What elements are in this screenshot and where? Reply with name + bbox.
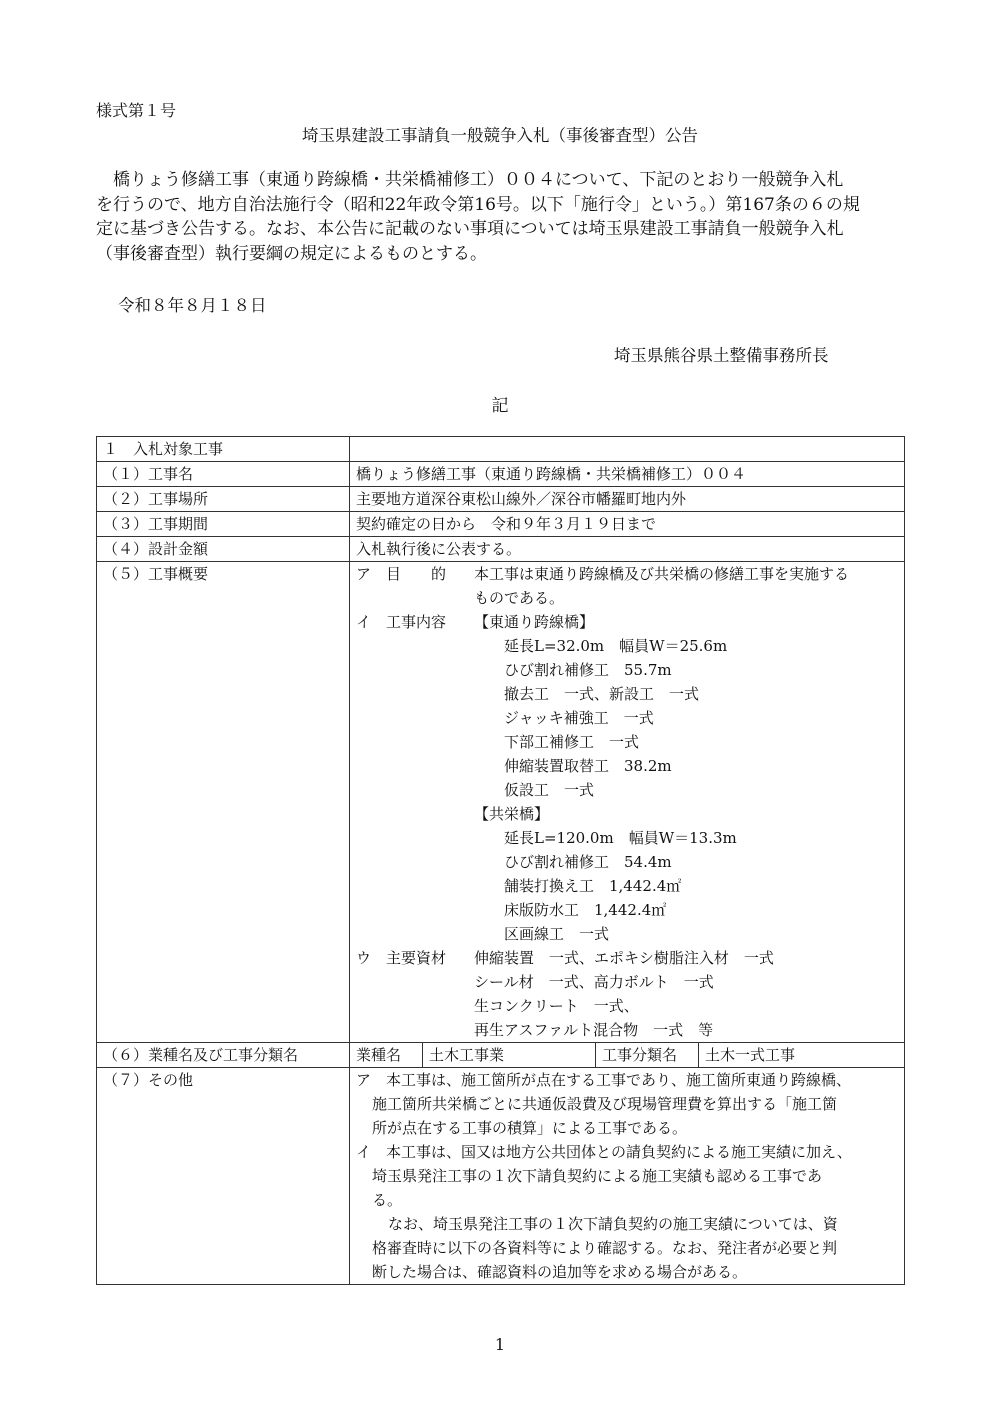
table-row [97, 437, 905, 462]
category-value [350, 1043, 905, 1068]
overview-row [97, 562, 905, 1043]
row-value: 契約確定の日から 令和９年３月１９日まで [350, 512, 905, 537]
class-key: 工事分類名 [596, 1043, 699, 1067]
intro-line: を行うので、地方自治法施行令（昭和22年政令第16号。以下「施行令」という。）第167条の６の規 [96, 194, 860, 215]
bridge1-item: 伸縮装置取替工 38.2m [504, 757, 672, 775]
table-row [97, 512, 905, 537]
notice-date: 令和８年８月１８日 [118, 296, 267, 315]
other-row [97, 1068, 905, 1285]
bridge1-title: 【東通り跨線橋】 [474, 613, 595, 631]
section-value [350, 437, 905, 462]
row-value: 入札執行後に公表する。 [350, 537, 905, 562]
materials-text: 生コンクリート 一式、 [474, 997, 639, 1015]
row-label: （６）業種名及び工事分類名 [97, 1043, 350, 1068]
bridge2-item: ひび割れ補修工 54.4m [504, 853, 672, 871]
purpose-key: ア 目 的 [356, 565, 447, 583]
intro-paragraph [96, 168, 908, 266]
table-row [97, 537, 905, 562]
issuer-name: 埼玉県熊谷県土整備事務所長 [614, 346, 829, 365]
row-label: （２）工事場所 [97, 487, 350, 512]
category-row [97, 1043, 905, 1068]
row-label: （７）その他 [97, 1068, 350, 1285]
tender-table [96, 436, 905, 1285]
note-a-cont: 所が点在する工事の積算」による工事である。 [372, 1119, 688, 1137]
materials-text: 伸縮装置 一式、エポキシ樹脂注入材 一式 [474, 949, 774, 967]
intro-line: （事後審査型）執行要綱の規定によるものとする。 [96, 243, 487, 264]
row-value: 主要地方道深谷東松山線外／深谷市幡羅町地内外 [350, 487, 905, 512]
note-a-cont: 施工箇所共栄橋ごとに共通仮設費及び現場管理費を算出する「施工箇 [372, 1095, 838, 1113]
class-value: 土木一式工事 [699, 1043, 905, 1067]
industry-value: 土木工事業 [423, 1043, 596, 1067]
purpose-text: ものである。 [474, 589, 565, 607]
intro-line: 橋りょう修繕工事（東通り跨線橋・共栄橋補修工）００４について、下記のとおり一般競争入札 [96, 170, 844, 190]
ki-heading: 記 [491, 396, 509, 416]
overview-value [350, 562, 905, 1043]
materials-text: シール材 一式、高力ボルト 一式 [474, 973, 714, 991]
other-value [350, 1068, 905, 1285]
content-key: イ 工事内容 [356, 613, 447, 631]
bridge1-item: 仮設工 一式 [504, 781, 595, 799]
bridge1-item: 下部工補修工 一式 [504, 733, 640, 751]
purpose-text: 本工事は東通り跨線橋及び共栄橋の修繕工事を実施する [474, 565, 850, 583]
bridge2-title: 【共栄橋】 [474, 805, 550, 823]
table-row [97, 487, 905, 512]
table-row [97, 462, 905, 487]
page-number: 1 [494, 1335, 506, 1354]
intro-line: 定に基づき公告する。なお、本公告に記載のない事項については埼玉県建設工事請負一般競争入札 [96, 219, 844, 239]
bridge1-item: ひび割れ補修工 55.7m [504, 661, 672, 679]
bridge2-item: 延長L=120.0m 幅員W＝13.3m [504, 829, 737, 847]
form-number: 様式第１号 [96, 101, 177, 120]
purpose-line [356, 562, 898, 586]
row-label: （５）工事概要 [97, 562, 350, 1043]
note-para: なお、埼玉県発注工事の１次下請負契約の施工実績については、資 [388, 1215, 838, 1233]
note-a: ア 本工事は、施工箇所が点在する工事であり、施工箇所東通り跨線橋、 [356, 1071, 852, 1089]
note-para-cont: 格審査時に以下の各資料等により確認する。なお、発注者が必要と判 [372, 1239, 838, 1257]
industry-key: 業種名 [356, 1046, 402, 1064]
note-i: イ 本工事は、国又は地方公共団体との請負契約による施工実績に加え、 [356, 1143, 852, 1161]
materials-line [356, 946, 898, 970]
bridge2-item: 区画線工 一式 [504, 925, 610, 943]
row-label: （３）工事期間 [97, 512, 350, 537]
note-para-cont: 断した場合は、確認資料の追加等を求める場合がある。 [372, 1263, 748, 1281]
bridge1-item: 延長L=32.0m 幅員W＝25.6m [504, 637, 728, 655]
bridge2-item: 床版防水工 1,442.4㎡ [504, 901, 667, 919]
bridge1-item: 撤去工 一式、新設工 一式 [504, 685, 700, 703]
materials-text: 再生アスファルト混合物 一式 等 [474, 1021, 714, 1039]
bridge2-item: 舗装打換え工 1,442.4㎡ [504, 877, 682, 895]
note-i-cont: 埼玉県発注工事の１次下請負契約による施工実績も認める工事であ [372, 1167, 823, 1185]
category-inner-table [356, 1043, 904, 1067]
content-line [356, 610, 898, 634]
row-value: 橋りょう修繕工事（東通り跨線橋・共栄橋補修工）００４ [350, 462, 905, 487]
document-title: 埼玉県建設工事請負一般競争入札（事後審査型）公告 [302, 126, 698, 145]
note-i-cont: る。 [372, 1191, 403, 1209]
row-label: （４）設計金額 [97, 537, 350, 562]
section-title: １ 入札対象工事 [97, 437, 350, 462]
materials-key: ウ 主要資材 [356, 949, 447, 967]
bridge1-item: ジャッキ補強工 一式 [504, 709, 654, 727]
row-label: （１）工事名 [97, 462, 350, 487]
